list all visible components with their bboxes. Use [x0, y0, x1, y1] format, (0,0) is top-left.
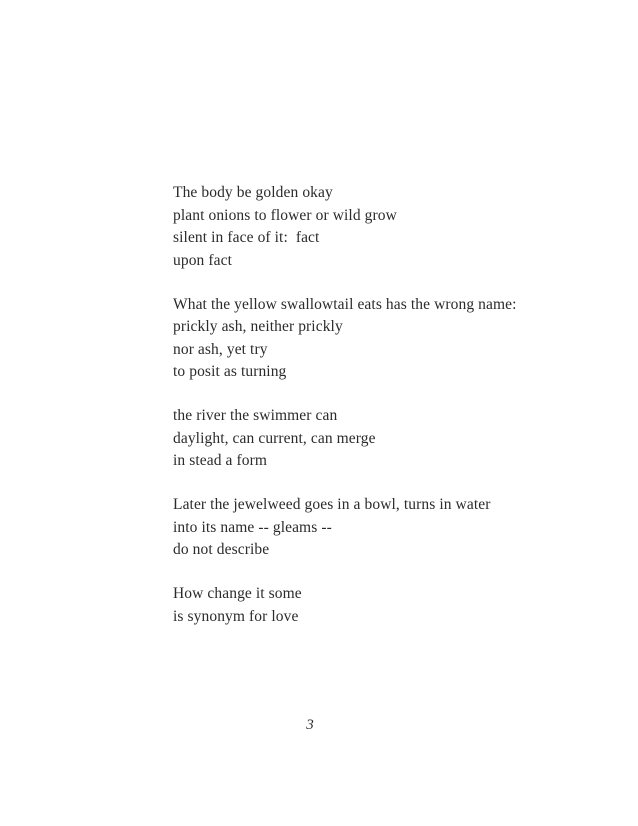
poem-line: What the yellow swallowtail eats has the wrong name: — [173, 295, 517, 313]
poem-line: in stead a form — [173, 452, 268, 469]
poem-line: How change it some — [173, 585, 302, 602]
stanza-4 — [173, 494, 517, 562]
poem-line: nor ash, yet try — [173, 340, 268, 358]
poem-line: daylight, can current, can merge — [173, 429, 376, 447]
page-number: 3 — [306, 717, 314, 733]
poem-line: upon fact — [173, 251, 233, 269]
poem-line: the river the swimmer can — [173, 407, 338, 424]
stanza-3 — [173, 405, 517, 473]
stanza-5 — [173, 583, 517, 628]
stanza-2 — [173, 294, 517, 384]
poem-line: into its name -- gleams -- — [173, 518, 332, 536]
poem-line: silent in face of it: fact — [173, 229, 320, 246]
poem-line: The body be golden okay — [173, 184, 333, 201]
poem-line: to posit as turning — [173, 363, 287, 380]
poem-line: prickly ash, neither prickly — [173, 318, 343, 335]
poem-text-block — [173, 182, 517, 628]
poem-line: do not describe — [173, 541, 270, 558]
stanza-1 — [173, 182, 517, 272]
poem-line: Later the jewelweed goes in a bowl, turns in water — [173, 496, 491, 513]
poem-line: is synonym for love — [173, 607, 299, 625]
poem-line: plant onions to flower or wild grow — [173, 206, 397, 224]
